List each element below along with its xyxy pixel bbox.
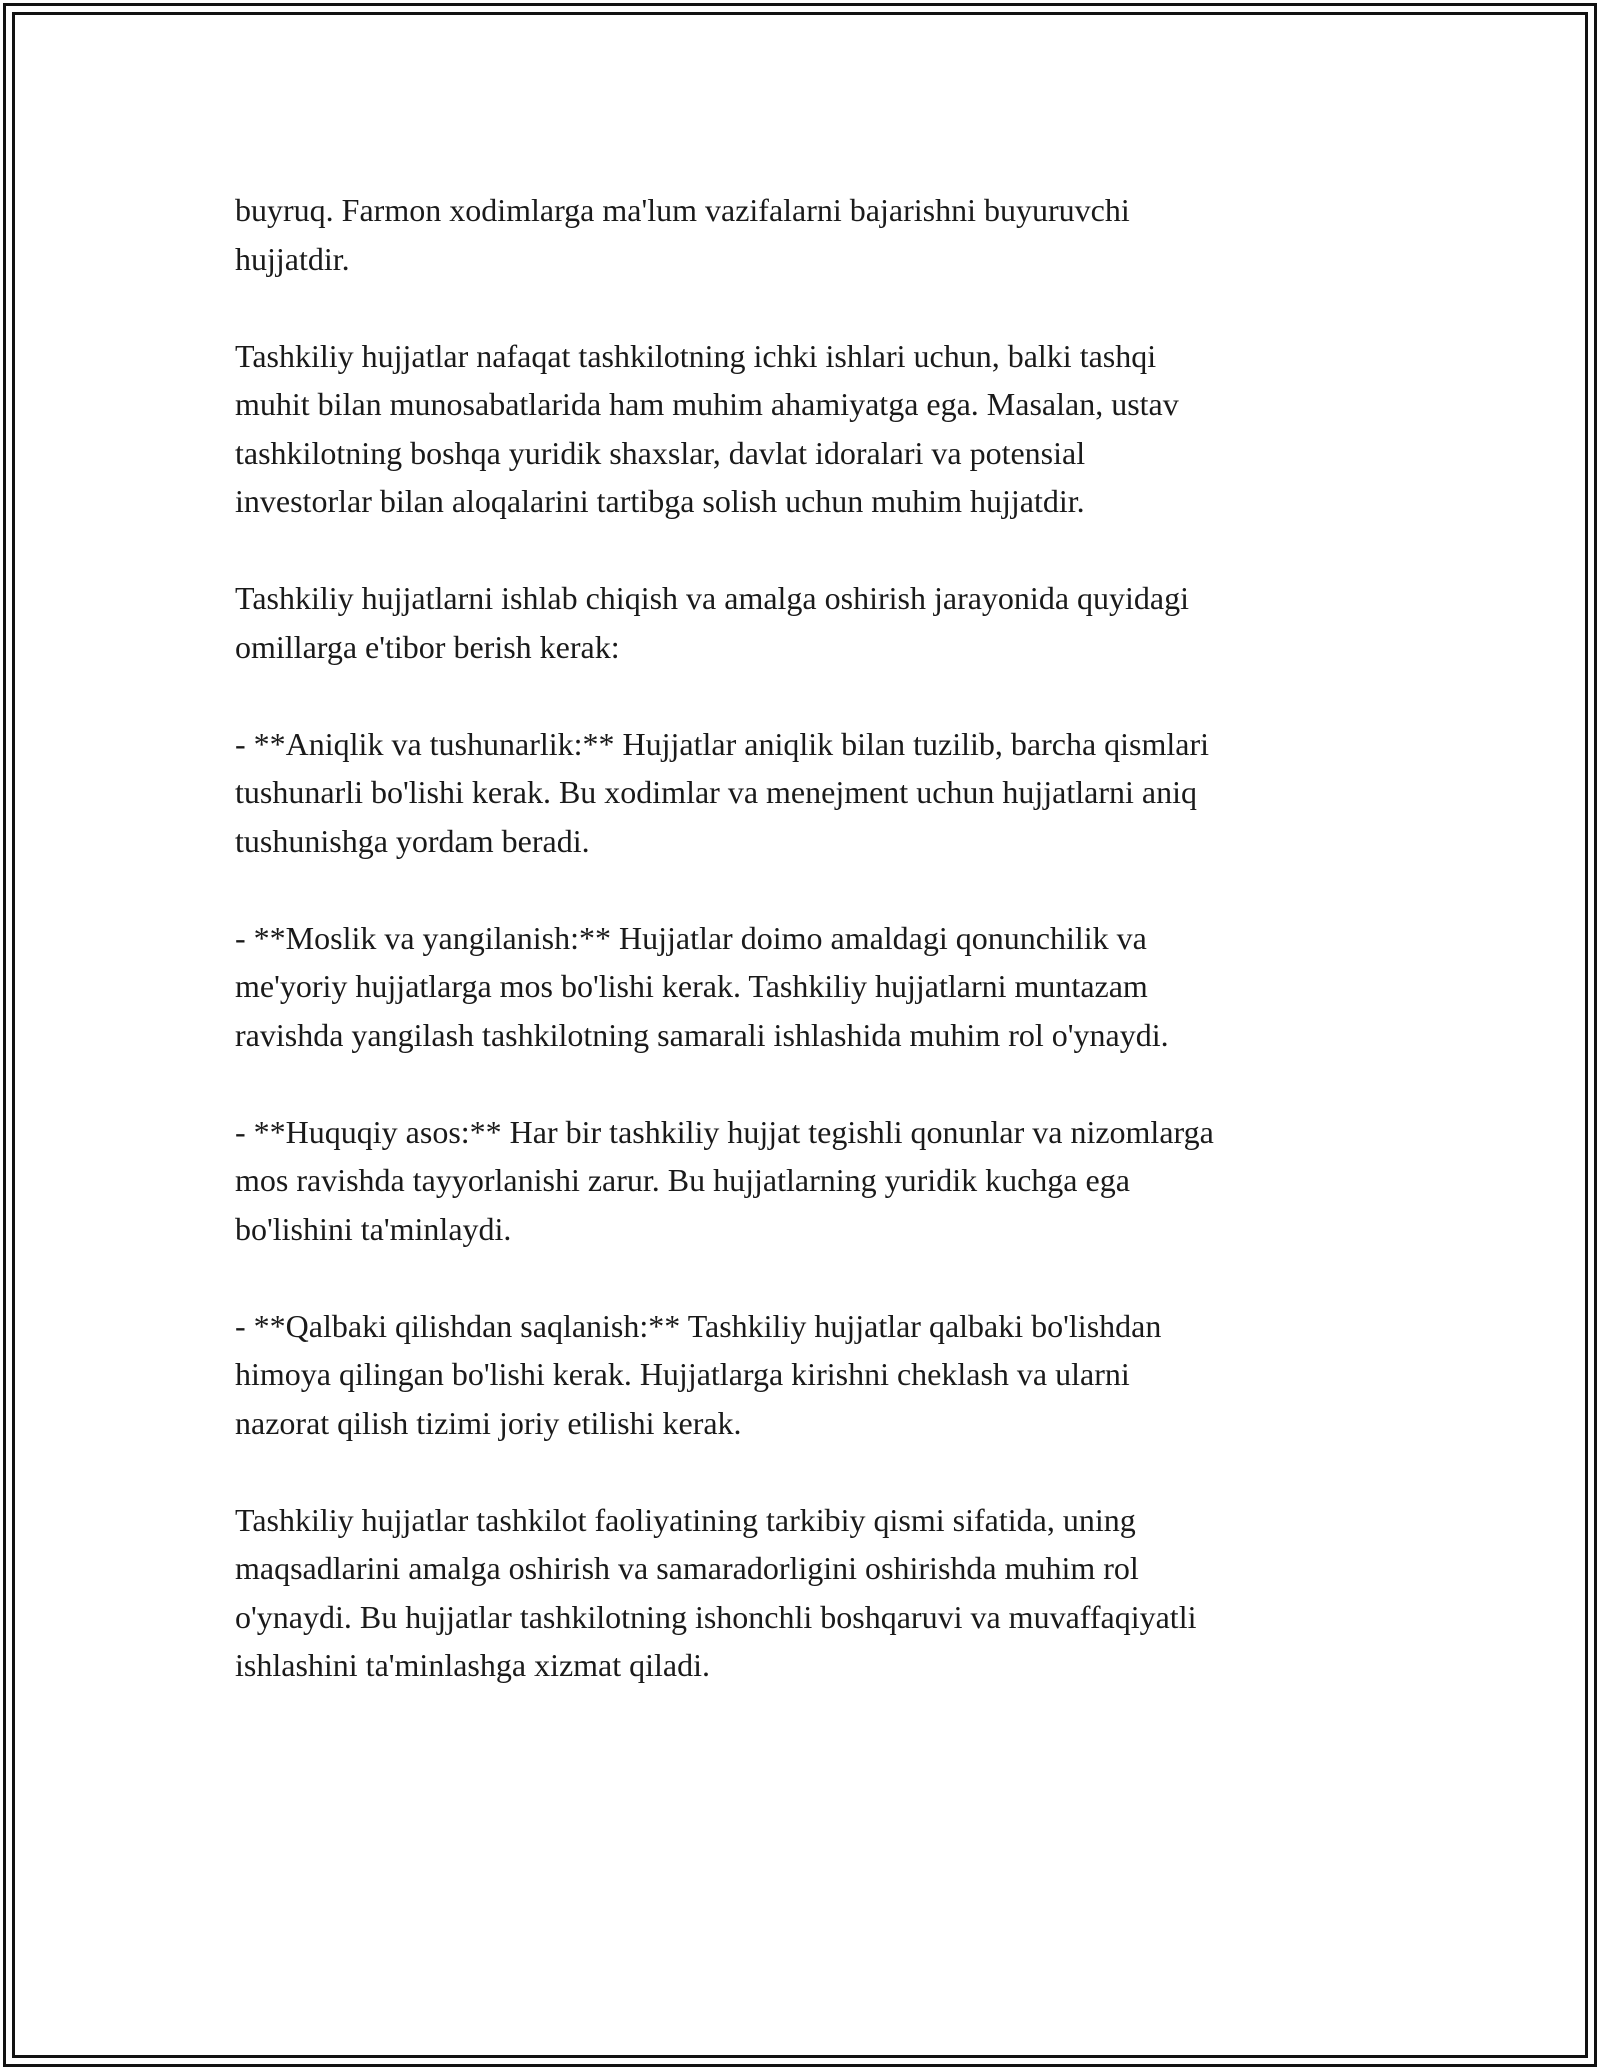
text-line: - **Qalbaki qilishdan saqlanish:** Tashkiliy hujjatlar qalbaki bo'lishdan [235, 1307, 1162, 1344]
text-line: buyruq. Farmon xodimlarga ma'lum vazifalarni bajarishni buyuruvchi [235, 192, 1130, 228]
text-line: maqsadlarini amalga oshirish va samaradorligini oshirishda muhim rol [235, 1550, 1139, 1586]
text-line: nazorat qilish tizimi joriy etilishi kerak. [235, 1404, 742, 1441]
text-line: me'yoriy hujjatlarga mos bo'lishi kerak. Tashkiliy hujjatlarni muntazam [235, 968, 1148, 1004]
text-line: - **Huquqiy asos:** Har bir tashkiliy hujjat tegishli qonunlar va nizomlarga [235, 1113, 1214, 1150]
text-line: ishlashini ta'minlashga xizmat qiladi. [235, 1647, 711, 1683]
document-body [235, 186, 1375, 1738]
list-item [235, 720, 1375, 866]
text-line: ravishda yangilash tashkilotning samarali ishlashida muhim rol o'ynaydi. [235, 1016, 1169, 1053]
text-line: o'ynaydi. Bu hujjatlar tashkilotning ishonchli boshqaruvi va muvaffaqiyatli [235, 1598, 1197, 1635]
text-line: tushunishga yordam beradi. [235, 822, 590, 859]
text-line: hujjatdir. [235, 240, 350, 277]
text-line: - **Moslik va yangilanish:** Hujjatlar doimo amaldagi qonunchilik va [235, 919, 1147, 956]
text-line: tashkilotning boshqa yuridik shaxslar, davlat idoralari va potensial [235, 434, 1086, 471]
text-line: Tashkiliy hujjatlar nafaqat tashkilotning ichki ishlari uchun, balki tashqi [235, 337, 1157, 374]
list-item [235, 1108, 1375, 1254]
text-line: investorlar bilan aloqalarini tartibga solish uchun muhim hujjatdir. [235, 483, 1085, 519]
text-line: Tashkiliy hujjatlar tashkilot faoliyatining tarkibiy qismi sifatida, uning [235, 1501, 1136, 1538]
text-line: Tashkiliy hujjatlarni ishlab chiqish va amalga oshirish jarayonida quyidagi [235, 580, 1189, 616]
text-line: - **Aniqlik va tushunarlik:** Hujjatlar aniqlik bilan tuzilib, barcha qismlari [235, 725, 1210, 762]
paragraph [235, 186, 1375, 283]
text-line: omillarga e'tibor berish kerak: [235, 628, 620, 665]
text-line: tushunarli bo'lishi kerak. Bu xodimlar va menejment uchun hujjatlarni aniq [235, 774, 1197, 810]
list-item [235, 1302, 1375, 1448]
list-item [235, 914, 1375, 1060]
paragraph [235, 574, 1375, 671]
text-line: himoya qilingan bo'lishi kerak. Hujjatlarga kirishni cheklash va ularni [235, 1356, 1130, 1392]
paragraph [235, 1496, 1375, 1690]
text-line: mos ravishda tayyorlanishi zarur. Bu hujjatlarning yuridik kuchga ega [235, 1162, 1130, 1198]
text-line: bo'lishini ta'minlaydi. [235, 1210, 512, 1247]
paragraph [235, 332, 1375, 526]
text-line: muhit bilan munosabatlarida ham muhim ahamiyatga ega. Masalan, ustav [235, 386, 1179, 422]
